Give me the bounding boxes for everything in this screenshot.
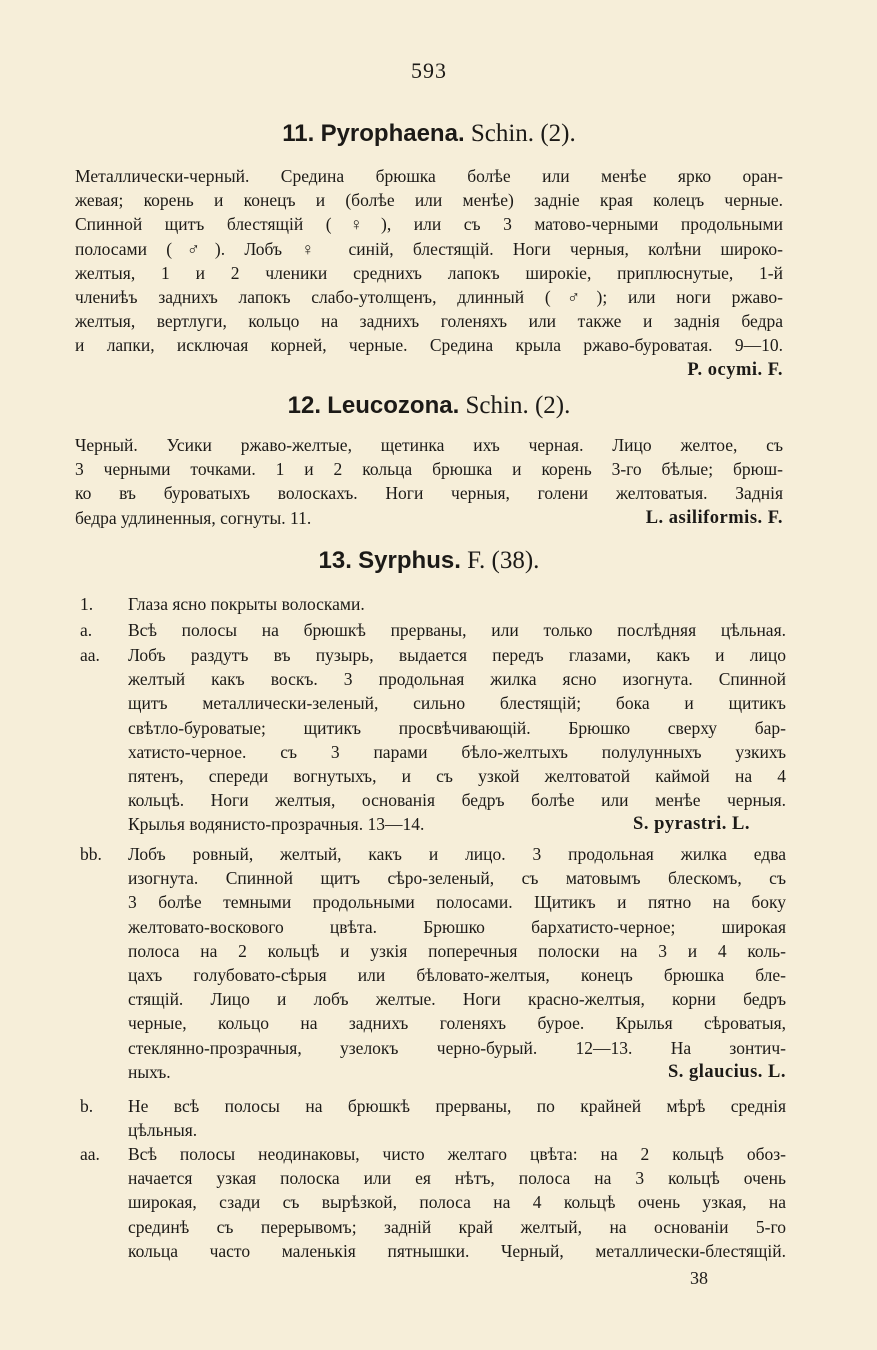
text-line: ныхъ. bbox=[128, 1061, 171, 1082]
key-label: bb. bbox=[80, 844, 102, 864]
text-line: начается узкая полоска или ея нѣтъ, полоса на 3 кольцѣ очень bbox=[128, 1168, 786, 1189]
text-line: члениѣъ заднихъ лапокъ слабо-утолщенъ, длинный (♂); или ноги ржаво- bbox=[75, 286, 783, 307]
text-line: цѣльныя. bbox=[128, 1120, 198, 1141]
section-number: 13. bbox=[318, 547, 352, 574]
text-line: изогнута. Спинной щитъ сѣро-зеленый, съ матовымъ блескомъ, съ bbox=[128, 868, 786, 889]
text-line: Не всѣ полосы на брюшкѣ прерваны, по крайней мѣрѣ среднiя bbox=[128, 1096, 786, 1116]
text-line: 3 болѣе темными продольными полосами. Щитикъ и пятно на боку bbox=[128, 892, 786, 913]
text-line: срединѣ съ перерывомъ; заднiй край желтый, на основанiи 5-го bbox=[128, 1216, 786, 1237]
section-heading-leucozona bbox=[0, 392, 858, 420]
leucozona-description bbox=[75, 433, 783, 530]
key-label: 1. bbox=[80, 594, 94, 614]
text-line: полосами (♂). Лобъ ♀ синiй, блестящiй. Ноги черныя, колѣни широко- bbox=[75, 238, 783, 259]
text-line: Лобъ раздутъ въ пузырь, выдается передъ глазами, какъ и лицо bbox=[128, 645, 786, 665]
text-line: Черный. Усики ржаво-желтые, щетинка ихъ черная. Лицо желтое, съ bbox=[75, 435, 783, 455]
text-line: желтовато-воскового цвѣта. Брюшко бархатисто-черное; широкая bbox=[128, 916, 786, 937]
text-line: стеклянно-прозрачныя, узелокъ черно-бурый. 12—13. На зонтич- bbox=[128, 1037, 786, 1058]
species-count: (38). bbox=[491, 547, 540, 574]
page-number: 593 bbox=[411, 58, 447, 83]
genus-author: F. bbox=[467, 547, 486, 574]
species-name: S. pyrastri. L. bbox=[633, 814, 750, 835]
section-heading-syrphus bbox=[0, 547, 858, 575]
signature-number: 38 bbox=[690, 1268, 708, 1288]
species-name: L. asiliformis. F. bbox=[645, 507, 783, 528]
text-line: Спинной щитъ блестящiй (♀), или съ 3 матово-черными продольными bbox=[75, 214, 783, 235]
text-line: полоса на 2 кольцѣ и узкiя поперечныя полоски на 3 и 4 коль- bbox=[128, 940, 786, 961]
text-line: жевая; корень и конецъ и (болѣе или менѣе) заднiе края колецъ черные. bbox=[75, 190, 783, 211]
genus-name: Syrphus. bbox=[358, 547, 461, 574]
species-name: S. glaucius. L. bbox=[667, 1061, 786, 1082]
pyrophaena-description bbox=[75, 164, 783, 382]
text-line: Глаза ясно покрыты волосками. bbox=[128, 594, 365, 614]
text-line: хатисто-черное. съ 3 парами бѣло-желтыхъ полулунныхъ узкихъ bbox=[128, 741, 786, 762]
text-line: ко въ буроватыхъ волоскахъ. Ноги черныя, голени желтоватыя. Заднiя bbox=[75, 483, 783, 504]
text-line: кольцѣ. Ноги желтыя, основанiя бедръ болѣе или менѣе черныя. bbox=[128, 790, 786, 811]
text-line: пятенъ, спереди вогнутыхъ, и съ узкой желтоватой каймой на 4 bbox=[128, 765, 786, 786]
text-line-with-species bbox=[128, 812, 786, 836]
text-line: бедра удлиненныя, согнуты. 11. bbox=[75, 507, 312, 528]
text-line-with-species bbox=[128, 1060, 786, 1084]
genus-name: Leucozona. bbox=[327, 392, 460, 419]
section-number: 12. bbox=[287, 392, 321, 419]
text-line: Крылья водянисто-прозрачныя. 13—14. bbox=[128, 814, 425, 835]
text-line: широкая, сзади съ вырѣзкой, полоса на 4 кольцѣ очень узкая, на bbox=[128, 1192, 786, 1213]
section-number: 11. bbox=[282, 120, 315, 147]
text-line: кольца часто маленькiя пятнышки. Черный, металлически-блестящiй. bbox=[128, 1240, 786, 1261]
text-line: желтыя, вертлуги, кольцо на заднихъ голеняхъ или также и заднiя бедра bbox=[75, 311, 783, 332]
species-name: P. ocymi. F. bbox=[687, 359, 783, 380]
text-line: свѣтло-буроватые; щитикъ просвѣчивающiй. Брюшко сверху бар- bbox=[128, 717, 786, 738]
genus-author: Schin. bbox=[470, 120, 535, 147]
species-count: (2). bbox=[540, 120, 576, 147]
genus-author: Schin. bbox=[465, 392, 529, 419]
species-count: (2). bbox=[534, 392, 571, 419]
text-line: и лапки, исключая корней, черные. Средина крыла ржаво-буроватая. 9—10. bbox=[75, 335, 783, 356]
genus-name: Pyrophaena. bbox=[320, 120, 465, 147]
key-label: aa. bbox=[80, 1144, 100, 1164]
text-line: Всѣ полосы на брюшкѣ прерваны, или только послѣдняя цѣльная. bbox=[128, 620, 786, 640]
text-line: щитъ металлически-зеленый, сильно блестящiй; бока и щитикъ bbox=[128, 693, 786, 714]
text-line: желтыя, 1 и 2 членики среднихъ лапокъ широкiе, приплюснутые, 1-й bbox=[75, 262, 783, 283]
text-line: желтый какъ воскъ. 3 продольная жилка ясно изогнута. Спинной bbox=[128, 669, 786, 690]
text-line-with-species bbox=[75, 506, 783, 530]
text-line: Всѣ полосы неодинаковы, чисто желтаго цвѣта: на 2 кольцѣ обоз- bbox=[128, 1144, 786, 1164]
key-label: aa. bbox=[80, 645, 100, 665]
key-label: a. bbox=[80, 620, 93, 640]
text-line: Лобъ ровный, желтый, какъ и лицо. 3 продольная жилка едва bbox=[128, 844, 786, 864]
text-line: Металлически-черный. Средина брюшка болѣе или менѣе ярко оран- bbox=[75, 166, 783, 186]
section-heading-pyrophaena bbox=[0, 120, 858, 148]
text-line: черные, кольцо на заднихъ голеняхъ бурое. Крылья сѣроватыя, bbox=[128, 1013, 786, 1034]
text-line: цахъ голубовато-сѣрыя или бѣловато-желтыя, конецъ брюшка бле- bbox=[128, 964, 786, 985]
key-label: b. bbox=[80, 1096, 94, 1116]
text-line: стящiй. Лицо и лобъ желтые. Ноги красно-желтыя, корни бедръ bbox=[128, 989, 786, 1010]
text-line: 3 черными точками. 1 и 2 кольца брюшка и корень 3-го бѣлые; брюш- bbox=[75, 459, 783, 480]
